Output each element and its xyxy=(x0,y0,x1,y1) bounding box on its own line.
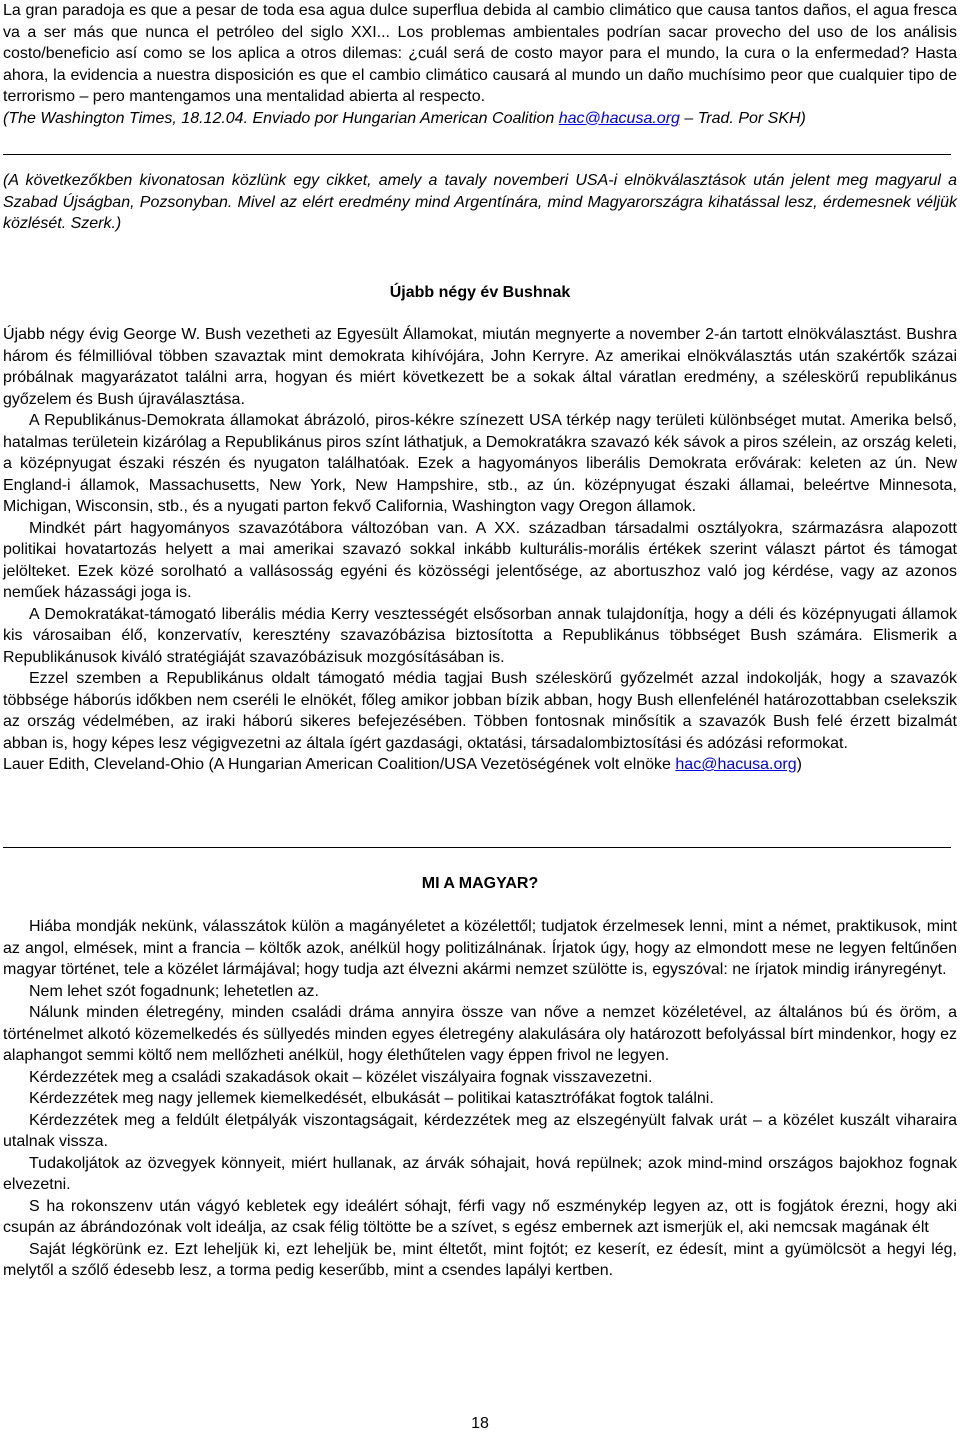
article-paragraph: Ezzel szemben a Republikánus oldalt támogató média tagjai Bush széleskörű győzelmét azzal indokolják, hogy a szavazók többsége háborús időkben nem cseréli le elnökét, főleg amikor jobban bízik abban, hogy Bush ellenfelénél határozottabban cselekszik az ország védelmében, az iraki háború sikeres befejezésében. Többen fontosnak minősítik a szavazók Bush felé érzett bizalmát abban is, hogy képes lesz végigvezetni az általa ígért gazdasági, oktatási, társadalombiztosítási és adózási reformokat. xyxy=(3,670,957,752)
article-paragraph: Nálunk minden életregény, minden családi dráma annyira össze van nőve a nemzet közéletével, az általános bú és öröm, a történelmet alkotó közemelkedés és süllyedés minden egyes életregény alakulására oly határozott befolyással bírt mindenkor, hogy ez alaphangot semmi költő nem mellőzheti anélkül, hogy élethűtelen vagy éppen frivol ne legyen. xyxy=(3,1004,957,1064)
signature-prefix: Lauer Edith, Cleveland-Ohio (A Hungarian American Coalition/USA Vezetöségének volt elnöke xyxy=(3,756,676,773)
article-title: Újabb négy év Bushnak xyxy=(389,284,571,301)
article-paragraph: Tudakoljátok az özvegyek könnyeit, miért hullanak, az árvák sóhajait, hová repülnek; azok mind-mind országos bajokhoz fognak elvezetni. xyxy=(3,1154,957,1193)
article-paragraph: Újabb négy évig George W. Bush vezetheti az Egyesült Államokat, miután megnyerte a november 2-án tartott elnökválasztást. Bushra három és félmillióval többen szavaztak mint demokrata kihívójára, John Kerryre. Az amerikai elnökválasztás után szakértők százai próbálnak magyarázatot találni arra, hogyan és miért következett be a sokak által váratlan eredmény, a széleskörű republikánus győzelem és Bush újraválasztása. xyxy=(3,326,957,408)
editor-note: (A következőkben kivonatosan közlünk egy cikket, amely a tavaly novemberi USA-i elnökválasztások után jelent meg magyarul a Szabad Újságban, Pozsonyban. Mivel az elért eredmény mind Argentínára, mind Magyarországra kihatással lesz, érdemesnek véljük közlését. Szerk.) xyxy=(3,172,957,232)
section-divider xyxy=(3,847,951,848)
article-paragraph: A Republikánus-Demokrata államokat ábrázoló, piros-kékre színezett USA térkép nagy területi különbséget mutat. Amerika belső, hatalmas területein kizárólag a Republikánus piros színt láthatjuk, a Demokratákra szavazó kék sávok a piros szélein, az ország keleti, a középnyugat északi részén és nyugaton találhatóak. Ezek a hagyományos liberális Demokrata erővárak: keleten az ún. New England-i államok, Massachusetts, New York, New Hampshire, stb., az ún. középnyugat északi államai, beleértve Minnesota, Michigan, Wisconsin, stb., és a nyugati parton fekvő California, Washington vagy Oregon államok. xyxy=(3,412,957,515)
article-paragraph: Kérdezzétek meg nagy jellemek kiemelkedését, elbukását – politikai katasztrófákat fogtok találni. xyxy=(29,1090,714,1107)
page-number: 18 xyxy=(471,1415,489,1432)
article-paragraph: Saját légkörünk ez. Ezt leheljük ki, ezt leheljük be, mint éltetőt, mint fojtót; ez keserít, ez édesít, mint a gyümölcsöt a hegyi lég, melytől a szőlő édesebb lesz, a torma pedig keserűbb, mint a csendes lapályi kertben. xyxy=(3,1240,957,1279)
section-divider xyxy=(3,154,951,155)
signature-suffix: ) xyxy=(796,756,802,773)
article-paragraph: A Demokratákat-támogató liberális média Kerry vesztességét elsősorban annak tulajdonítja, hogy a déli és középnyugati államok kis városaiban élő, konzervatív, keresztény szavazóbázisa biztosította a Republikánus többséget Bush számára. Elismerik a Republikánusok kiváló stratégiáját szavazóbázisuk mozgósításában is. xyxy=(3,605,957,666)
signature-email-link[interactable]: hac@hacusa.org xyxy=(675,756,797,773)
article-paragraph: Mindkét párt hagyományos szavazótábora változóban van. A XX. században társadalmi osztályokra, származásra alapozott politikai hovatartozás helyett a mai amerikai szavazó sokkal inkább kulturális-morális értékek szerint választ pártot és támogat jelölteket. Ezek közé sorolható a vallásosság egyéni és közösségi jelentősége, az abortuszhoz való jog kérdése, vagy az azonos neműek házassági joga is. xyxy=(3,519,957,601)
article-paragraph: S ha rokonszenv után vágyó kebletek egy ideálért sóhajt, férfi vagy nő eszménykép legyen az, ott is fogjátok érezni, hogy aki csupán az ábrándozónak volt ideálja, az csak félig töltötte be a szívet, s egész embernek azt ismerjük el, aki nemcsak magának élt xyxy=(3,1197,957,1236)
intro-section xyxy=(3,0,957,129)
article-body xyxy=(3,916,957,1282)
article-body xyxy=(3,324,957,776)
intro-source-suffix: – Trad. Por SKH) xyxy=(679,109,806,127)
article-paragraph: Nem lehet szót fogadnunk; lehetetlen az. xyxy=(29,982,319,1000)
article-title: MI A MAGYAR? xyxy=(421,875,539,892)
article-signature xyxy=(3,754,957,776)
intro-source-email-link[interactable]: hac@hacusa.org xyxy=(558,109,680,127)
intro-source xyxy=(3,108,957,130)
article-paragraph: Kérdezzétek meg a családi szakadások okait – közélet viszályaira fognak visszavezetni. xyxy=(29,1068,653,1086)
article-paragraph: Hiába mondják nekünk, válasszátok külön a magányéletet a közélettől; tudjatok érzelmesek lenni, mint a német, praktikusok, mint az angol, elmések, mint a francia – költők azok, anélkül hogy politizálnának. Írjatok úgy, hogy az elmondott mese ne legyen feltűnően magyar történet, tele a közélet lármájával; hogy tudja azt élvezni akármi nemzet szülötte is, egyszóval: ne írjatok mindig irányregényt. xyxy=(3,918,957,978)
article-paragraph: Kérdezzétek meg a feldúlt életpályák viszontagságait, kérdezzétek meg az elszegényült falvak urát – a közélet kuszált viharaira utalnak vissza. xyxy=(3,1111,957,1150)
intro-source-prefix: (The Washington Times, 18.12.04. Enviado por Hungarian American Coalition xyxy=(3,109,559,127)
intro-paragraph: La gran paradoja es que a pesar de toda esa agua dulce superflua debida al cambio climático que causa tantos daños, el agua fresca va a ser más que nunca el petróleo del siglo XXI... Los problemas ambientales podrían sacar provecho del uso de los análisis costo/beneficio así como se los aplica a otros dilemas: ¿cuál será de costo mayor para el mundo, la cura o la enfermedad? Hasta ahora, la evidencia a nuestra disposición es que el cambio climático causará al mundo un daño muchísimo peor que cualquier tipo de terrorismo – pero mantengamos una mentalidad abierta al respecto. xyxy=(3,2,957,105)
